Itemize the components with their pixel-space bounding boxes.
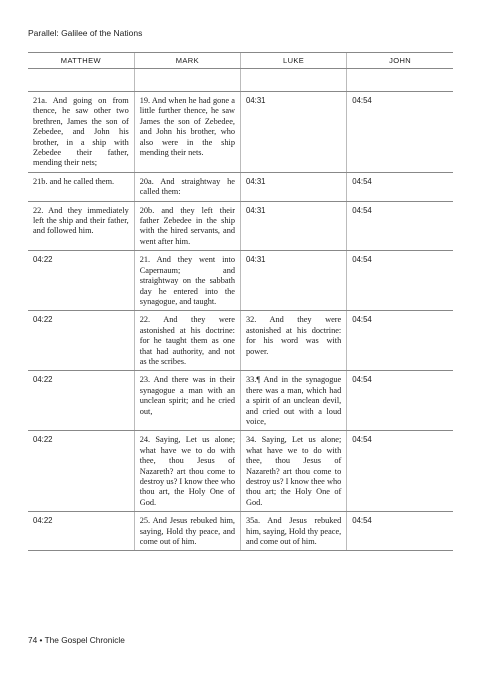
cell-matthew: 04:22 [28, 251, 134, 311]
cell-john: 04:54 [347, 512, 453, 551]
cell-luke: 32. And they were astonished at his doctrine: for his word was with power. [241, 311, 347, 371]
cell-john: 04:54 [347, 251, 453, 311]
cell-mark: 20a. And straightway he called them: [134, 172, 240, 201]
table-row [28, 431, 453, 512]
table-row [28, 251, 453, 311]
cell-mark: 20b. and they left their father Zebedee in the ship with the hired servants, and went after him. [134, 201, 240, 251]
page-footer: 74 • The Gospel Chronicle [28, 635, 125, 645]
cell-luke: 33.¶ And in the synagogue there was a man, which had a spirit of an unclean devil, and cried out with a loud voice, [241, 371, 347, 431]
table-row [28, 311, 453, 371]
cell-luke: 04:31 [241, 251, 347, 311]
cell-mark: 21. And they went into Capernaum; and straightway on the sabbath day he entered into the synagogue, and taught. [134, 251, 240, 311]
cell-mark: 19. And when he had gone a little further thence, he saw James the son of Zebedee, and John his brother, who also were in the ship mending their nets. [134, 92, 240, 173]
cell-john: 04:54 [347, 371, 453, 431]
cell-luke: 04:31 [241, 172, 347, 201]
table-row [28, 172, 453, 201]
cell-mark: 24. Saying, Let us alone; what have we to do with thee, thou Jesus of Nazareth? art thou come to destroy us? I know thee who thou art, the Holy One of God. [134, 431, 240, 512]
cell-matthew: 21b. and he called them. [28, 172, 134, 201]
column-header-matthew: MATTHEW [28, 53, 134, 69]
cell-luke: 34. Saying, Let us alone; what have we to do with thee, thou Jesus of Nazareth? art thou come to destroy us? I know thee who thou art; the Holy One of God. [241, 431, 347, 512]
cell-matthew: 21a. And going on from thence, he saw other two brethren, James the son of Zebedee, and John his brother, in a ship with Zebedee their father, mending their nets; [28, 92, 134, 173]
table-header-row [28, 53, 453, 69]
cell-matthew: 04:22 [28, 512, 134, 551]
cell-matthew: 04:22 [28, 431, 134, 512]
cell-matthew: 04:22 [28, 371, 134, 431]
cell-matthew: 04:22 [28, 311, 134, 371]
column-header-mark: MARK [134, 53, 240, 69]
cell-john: 04:54 [347, 172, 453, 201]
table-row [28, 92, 453, 173]
column-header-john: JOHN [347, 53, 453, 69]
cell-mark: 22. And they were astonished at his doctrine: for he taught them as one that had authority, and not as the scribes. [134, 311, 240, 371]
table-row [28, 201, 453, 251]
table-row [28, 371, 453, 431]
column-header-luke: LUKE [241, 53, 347, 69]
cell-john: 04:54 [347, 311, 453, 371]
cell-luke: 35a. And Jesus rebuked him, saying, Hold thy peace, and come out of him. [241, 512, 347, 551]
cell-john: 04:54 [347, 431, 453, 512]
cell-mark: 23. And there was in their synagogue a man with an unclean spirit; and he cried out, [134, 371, 240, 431]
cell-john: 04:54 [347, 92, 453, 173]
page-header: Parallel: Galilee of the Nations [28, 28, 143, 38]
cell-mark: 25. And Jesus rebuked him, saying, Hold thy peace, and come out of him. [134, 512, 240, 551]
cell-luke: 04:31 [241, 92, 347, 173]
table-row [28, 512, 453, 551]
spacer-row [28, 69, 453, 92]
parallel-table [28, 52, 453, 551]
cell-john: 04:54 [347, 201, 453, 251]
cell-matthew: 22. And they immediately left the ship and their father, and followed him. [28, 201, 134, 251]
cell-luke: 04:31 [241, 201, 347, 251]
